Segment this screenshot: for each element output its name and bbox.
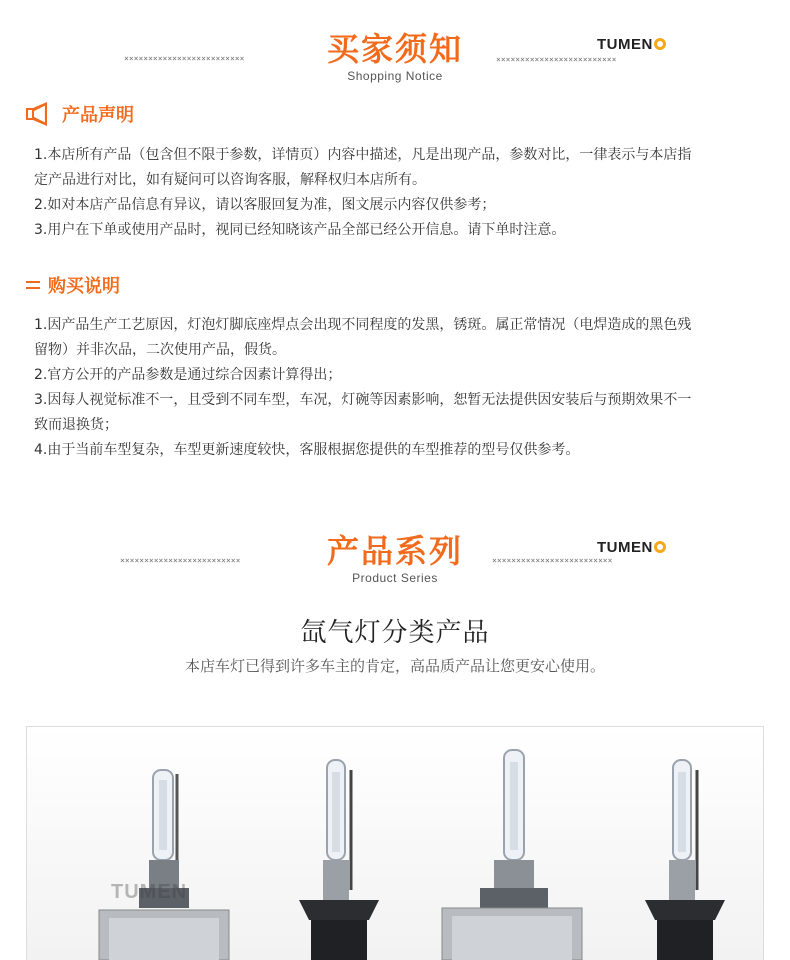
declaration-heading-label: 产品声明 (62, 105, 134, 126)
declaration-line: 定产品进行对比，如有疑问可以咨询客服，解释权归本店所有。 (34, 172, 426, 188)
gear-icon (654, 38, 666, 50)
speaker-icon (26, 102, 48, 126)
product-series-title: 产品系列 (326, 532, 463, 570)
purchase-line: 2.官方公开的产品参数是通过综合因素计算得出； (34, 367, 342, 383)
brand-logo (597, 36, 666, 53)
gear-icon (654, 541, 666, 553)
watermark-text: TUMEN (111, 881, 188, 903)
purchase-heading-label: 购买说明 (48, 276, 120, 297)
purchase-line: 3.因每人视觉标准不一，且受到不同车型，车况，灯碗等因素影响，恕暂无法提供因安装后与预期效果不一 (34, 392, 692, 408)
brand-logo-text: TUMEN (597, 539, 653, 556)
xenon-bulb-image[interactable] (289, 750, 389, 960)
purchase-line: 留物）并非次品，二次使用产品，假货。 (34, 342, 286, 358)
shopping-notice-subtitle: Shopping Notice (347, 69, 443, 83)
xenon-bulb-image[interactable] (432, 740, 592, 960)
product-series-subtitle: Product Series (352, 571, 438, 585)
brand-logo-text: TUMEN (597, 36, 653, 53)
product-series-header (0, 526, 790, 596)
xenon-series-subtitle: 本店车灯已得到许多车主的肯定，高品质产品让您更安心使用。 (184, 657, 605, 675)
declaration-text (34, 143, 769, 243)
decorative-x-line-left: ××××××××××××××××××××××××× (124, 54, 245, 63)
decorative-x-line-left: ××××××××××××××××××××××××× (120, 556, 241, 565)
purchase-line: 致而退换货； (34, 417, 118, 433)
brand-logo (597, 539, 666, 556)
xenon-bulb-image[interactable] (635, 750, 735, 960)
product-gallery (26, 726, 764, 960)
shopping-notice-header (0, 22, 790, 92)
xenon-bulb-image[interactable] (89, 760, 239, 960)
menu-lines-icon (26, 281, 40, 289)
purchase-line: 4.由于当前车型复杂，车型更新速度较快，客服根据您提供的车型推荐的型号仅供参考。 (34, 442, 580, 458)
shopping-notice-title: 买家须知 (326, 30, 463, 68)
decorative-x-line-right: ××××××××××××××××××××××××× (496, 55, 617, 64)
purchase-heading (26, 272, 120, 298)
decorative-x-line-right: ××××××××××××××××××××××××× (492, 556, 613, 565)
purchase-line: 1.因产品生产工艺原因，灯泡灯脚底座焊点会出现不同程度的发黑，锈斑。属正常情况（电焊造成的黑色残 (34, 317, 692, 333)
declaration-line: 2.如对本店产品信息有异议，请以客服回复为准，图文展示内容仅供参考； (34, 197, 496, 213)
declaration-line: 1.本店所有产品（包含但不限于参数，详情页）内容中描述，凡是出现产品，参数对比，一律表示与本店指 (34, 147, 692, 163)
declaration-heading (26, 101, 134, 127)
purchase-text (34, 313, 769, 463)
declaration-line: 3.用户在下单或使用产品时，视同已经知晓该产品全部已经公开信息。请下单时注意。 (34, 222, 566, 238)
xenon-series-title: 氙气灯分类产品 (300, 618, 490, 648)
